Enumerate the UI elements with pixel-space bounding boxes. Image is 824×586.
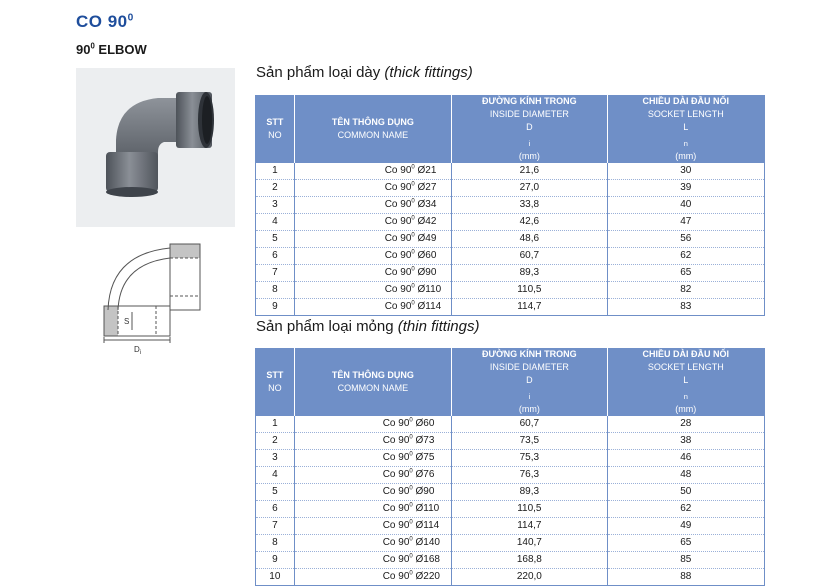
cell-stt: 5 xyxy=(256,230,295,247)
cell-socket-length: 30 xyxy=(607,163,764,180)
table-row xyxy=(256,449,765,466)
drawing-label-s: S xyxy=(124,317,130,326)
cell-inside-diameter: 168,8 xyxy=(452,551,608,568)
cell-stt: 8 xyxy=(256,534,295,551)
cell-stt: 6 xyxy=(256,500,295,517)
page-subtitle: $90^0$ ELBOW xyxy=(76,41,147,57)
cell-common-name: Co $90^0$ Ø42 xyxy=(294,213,451,230)
cell-socket-length: 46 xyxy=(607,449,764,466)
col-name: TÊN THÔNG DỤNG COMMON NAME xyxy=(294,95,451,163)
cell-stt: 1 xyxy=(256,416,295,433)
table-row xyxy=(256,568,765,585)
page-title: CO $90^0$ xyxy=(76,12,134,31)
cell-socket-length: 49 xyxy=(607,517,764,534)
col-socket-length: CHIỀU DÀI ĐẦU NỐI SOCKET LENGTH L $_n$ (mm) xyxy=(607,95,764,163)
thin-fittings-table xyxy=(255,348,765,586)
cell-stt: 5 xyxy=(256,483,295,500)
thick-fittings-table xyxy=(255,95,765,316)
cell-stt: 3 xyxy=(256,196,295,213)
table-row xyxy=(256,247,765,264)
cell-inside-diameter: 89,3 xyxy=(452,483,608,500)
table-row xyxy=(256,432,765,449)
cell-stt: 7 xyxy=(256,517,295,534)
table-row xyxy=(256,483,765,500)
table-row xyxy=(256,230,765,247)
col-name: TÊN THÔNG DỤNG COMMON NAME xyxy=(294,348,451,416)
table-row xyxy=(256,179,765,196)
cell-common-name: Co $90^0$ Ø220 xyxy=(294,568,451,585)
cell-common-name: Co $90^0$ Ø34 xyxy=(294,196,451,213)
cell-common-name: Co $90^0$ Ø49 xyxy=(294,230,451,247)
cell-socket-length: 82 xyxy=(607,281,764,298)
cell-socket-length: 47 xyxy=(607,213,764,230)
table-row xyxy=(256,534,765,551)
cell-common-name: Co $90^0$ Ø73 xyxy=(294,432,451,449)
table-row xyxy=(256,163,765,180)
cell-common-name: Co $90^0$ Ø21 xyxy=(294,163,451,180)
cell-socket-length: 39 xyxy=(607,179,764,196)
cell-socket-length: 65 xyxy=(607,534,764,551)
cell-stt: 8 xyxy=(256,281,295,298)
cell-stt: 4 xyxy=(256,466,295,483)
table-row xyxy=(256,213,765,230)
elbow-drawing-icon xyxy=(100,240,220,360)
col-diameter: ĐƯỜNG KÍNH TRONG INSIDE DIAMETER D $_i$ (mm) xyxy=(452,348,608,416)
cell-socket-length: 50 xyxy=(607,483,764,500)
cell-inside-diameter: 42,6 xyxy=(452,213,608,230)
table-row xyxy=(256,298,765,315)
table-row xyxy=(256,551,765,568)
cell-inside-diameter: 48,6 xyxy=(452,230,608,247)
cell-inside-diameter: 33,8 xyxy=(452,196,608,213)
cell-common-name: Co $90^0$ Ø60 xyxy=(294,247,451,264)
cell-socket-length: 56 xyxy=(607,230,764,247)
table-row xyxy=(256,466,765,483)
table-row xyxy=(256,500,765,517)
product-photo xyxy=(76,68,235,227)
table-row xyxy=(256,196,765,213)
table-row xyxy=(256,416,765,433)
cell-socket-length: 85 xyxy=(607,551,764,568)
cell-stt: 1 xyxy=(256,163,295,180)
cell-socket-length: 40 xyxy=(607,196,764,213)
cell-inside-diameter: 140,7 xyxy=(452,534,608,551)
cell-stt: 6 xyxy=(256,247,295,264)
cell-common-name: Co $90^0$ Ø168 xyxy=(294,551,451,568)
drawing-label-d: $D_i$ xyxy=(134,345,142,356)
cell-inside-diameter: 76,3 xyxy=(452,466,608,483)
col-diameter: ĐƯỜNG KÍNH TRONG INSIDE DIAMETER D $_i$ (mm) xyxy=(452,95,608,163)
cell-socket-length: 62 xyxy=(607,500,764,517)
cell-stt: 3 xyxy=(256,449,295,466)
cell-common-name: Co $90^0$ Ø140 xyxy=(294,534,451,551)
table-row xyxy=(256,264,765,281)
thin-section-title: Sản phẩm loại mỏng (thin fittings) xyxy=(256,318,480,335)
cell-common-name: Co $90^0$ Ø90 xyxy=(294,483,451,500)
cell-inside-diameter: 21,6 xyxy=(452,163,608,180)
cell-inside-diameter: 110,5 xyxy=(452,281,608,298)
cell-common-name: Co $90^0$ Ø90 xyxy=(294,264,451,281)
cell-inside-diameter: 60,7 xyxy=(452,247,608,264)
cell-socket-length: 83 xyxy=(607,298,764,315)
cell-common-name: Co $90^0$ Ø27 xyxy=(294,179,451,196)
cell-socket-length: 62 xyxy=(607,247,764,264)
cell-common-name: Co $90^0$ Ø114 xyxy=(294,298,451,315)
technical-drawing xyxy=(100,240,220,360)
cell-common-name: Co $90^0$ Ø75 xyxy=(294,449,451,466)
cell-common-name: Co $90^0$ Ø114 xyxy=(294,517,451,534)
cell-inside-diameter: 110,5 xyxy=(452,500,608,517)
cell-inside-diameter: 89,3 xyxy=(452,264,608,281)
cell-inside-diameter: 27,0 xyxy=(452,179,608,196)
cell-common-name: Co $90^0$ Ø110 xyxy=(294,500,451,517)
cell-inside-diameter: 114,7 xyxy=(452,517,608,534)
cell-common-name: Co $90^0$ Ø60 xyxy=(294,416,451,433)
col-stt: STT NO xyxy=(256,348,295,416)
cell-inside-diameter: 73,5 xyxy=(452,432,608,449)
cell-stt: 4 xyxy=(256,213,295,230)
col-stt: STT NO xyxy=(256,95,295,163)
thick-section-title: Sản phẩm loại dày (thick fittings) xyxy=(256,64,473,81)
cell-socket-length: 88 xyxy=(607,568,764,585)
cell-stt: 2 xyxy=(256,432,295,449)
cell-inside-diameter: 220,0 xyxy=(452,568,608,585)
cell-stt: 9 xyxy=(256,298,295,315)
cell-common-name: Co $90^0$ Ø76 xyxy=(294,466,451,483)
cell-socket-length: 38 xyxy=(607,432,764,449)
table-row xyxy=(256,281,765,298)
cell-inside-diameter: 114,7 xyxy=(452,298,608,315)
cell-inside-diameter: 60,7 xyxy=(452,416,608,433)
cell-common-name: Co $90^0$ Ø110 xyxy=(294,281,451,298)
cell-stt: 10 xyxy=(256,568,295,585)
table-row xyxy=(256,517,765,534)
cell-inside-diameter: 75,3 xyxy=(452,449,608,466)
cell-socket-length: 28 xyxy=(607,416,764,433)
col-socket-length: CHIỀU DÀI ĐẦU NỐI SOCKET LENGTH L $_n$ (mm) xyxy=(607,348,764,416)
elbow-image-icon xyxy=(76,68,235,227)
cell-stt: 9 xyxy=(256,551,295,568)
cell-socket-length: 48 xyxy=(607,466,764,483)
cell-socket-length: 65 xyxy=(607,264,764,281)
cell-stt: 2 xyxy=(256,179,295,196)
cell-stt: 7 xyxy=(256,264,295,281)
